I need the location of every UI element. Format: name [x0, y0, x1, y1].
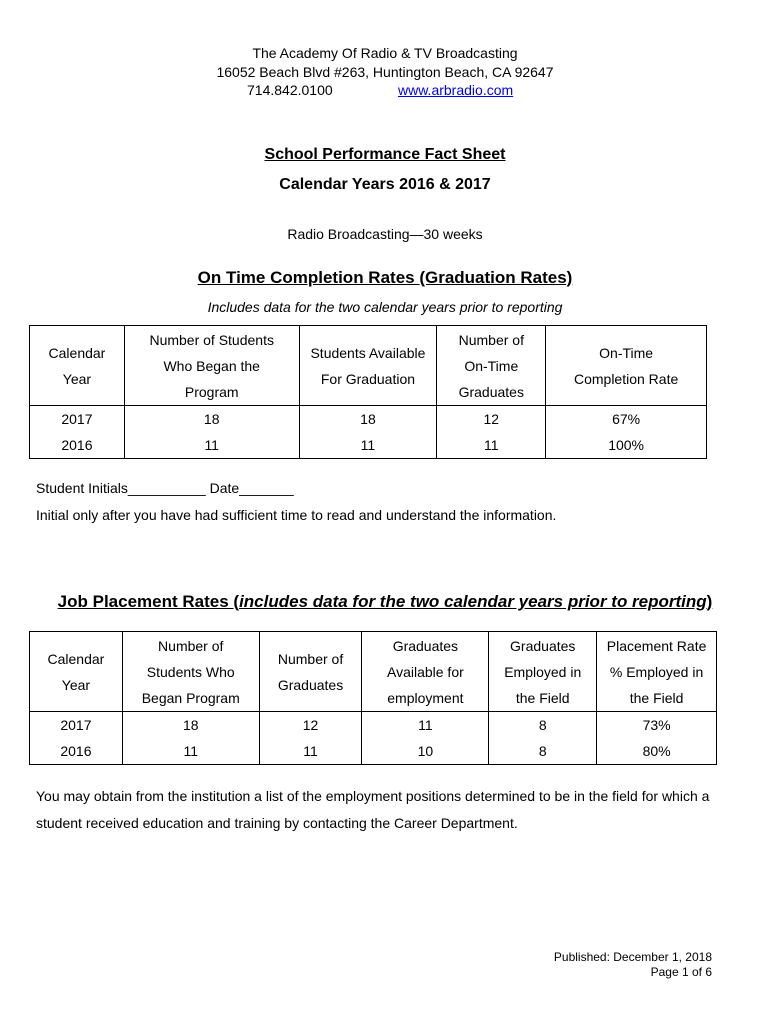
placement-col-began: Number of Students Who Began Program	[122, 632, 259, 712]
school-address: 16052 Beach Blvd #263, Huntington Beach, CA 92647	[216, 64, 554, 80]
school-name: The Academy Of Radio & TV Broadcasting	[252, 45, 518, 61]
table-row	[30, 432, 707, 459]
table-cell: 12	[437, 406, 546, 433]
placement-col-available: Graduates Available for employment	[362, 632, 489, 712]
school-phone: 714.842.0100	[247, 82, 333, 98]
published-date: Published: December 1, 2018	[553, 950, 712, 964]
placement-col-rate: Placement Rate % Employed in the Field	[597, 632, 717, 712]
table-cell: 80%	[597, 738, 717, 765]
table-cell: 11	[124, 432, 299, 459]
page-subtitle: Calendar Years 2016 & 2017	[279, 176, 491, 193]
completion-note: Includes data for the two calendar years prior to reporting	[207, 299, 563, 315]
table-cell: 12	[259, 712, 362, 739]
placement-col-graduates: Number of Graduates	[259, 632, 362, 712]
completion-heading: On Time Completion Rates (Graduation Rates)	[197, 268, 573, 287]
table-cell: 18	[124, 406, 299, 433]
table-cell: 8	[489, 738, 597, 765]
table-cell: 2017	[30, 712, 123, 739]
initials-instruction: Initial only after you have had sufficient time to read and understand the information.	[36, 507, 557, 523]
table-cell: 8	[489, 712, 597, 739]
table-cell: 2016	[30, 738, 123, 765]
table-cell: 73%	[597, 712, 717, 739]
placement-col-year: Calendar Year	[30, 632, 123, 712]
table-cell: 11	[437, 432, 546, 459]
completion-header-row	[30, 326, 707, 406]
table-cell: 11	[122, 738, 259, 765]
table-cell: 18	[299, 406, 437, 433]
table-row	[30, 738, 717, 765]
program-name: Radio Broadcasting—30 weeks	[287, 226, 483, 242]
completion-table	[29, 325, 707, 459]
career-department-note: You may obtain from the institution a list of the employment positions determined to be in the field for which a student received education and training by contacting the Career Department.	[36, 788, 710, 831]
placement-table	[29, 631, 717, 765]
student-initials-line: Student Initials__________ Date_______	[36, 480, 294, 496]
table-row	[30, 406, 707, 433]
table-row	[30, 712, 717, 739]
completion-col-began: Number of Students Who Began the Program	[124, 326, 299, 406]
table-cell: 11	[299, 432, 437, 459]
page-title: School Performance Fact Sheet	[264, 146, 506, 163]
placement-col-employed: Graduates Employed in the Field	[489, 632, 597, 712]
table-cell: 10	[362, 738, 489, 765]
table-cell: 11	[362, 712, 489, 739]
table-cell: 18	[122, 712, 259, 739]
table-cell: 2016	[30, 432, 125, 459]
completion-col-year: Calendar Year	[30, 326, 125, 406]
completion-col-rate: On-Time Completion Rate	[546, 326, 707, 406]
placement-header-row	[30, 632, 717, 712]
placement-heading: Job Placement Rates (includes data for the two calendar years prior to reporting)	[57, 592, 713, 611]
completion-col-available: Students Available For Graduation	[299, 326, 437, 406]
table-cell: 67%	[546, 406, 707, 433]
page-number: Page 1 of 6	[650, 965, 712, 979]
table-cell: 100%	[546, 432, 707, 459]
website-link[interactable]: www.arbradio.com	[398, 82, 514, 98]
table-cell: 2017	[30, 406, 125, 433]
table-cell: 11	[259, 738, 362, 765]
page-footer	[554, 950, 712, 980]
completion-col-graduates: Number of On-Time Graduates	[437, 326, 546, 406]
